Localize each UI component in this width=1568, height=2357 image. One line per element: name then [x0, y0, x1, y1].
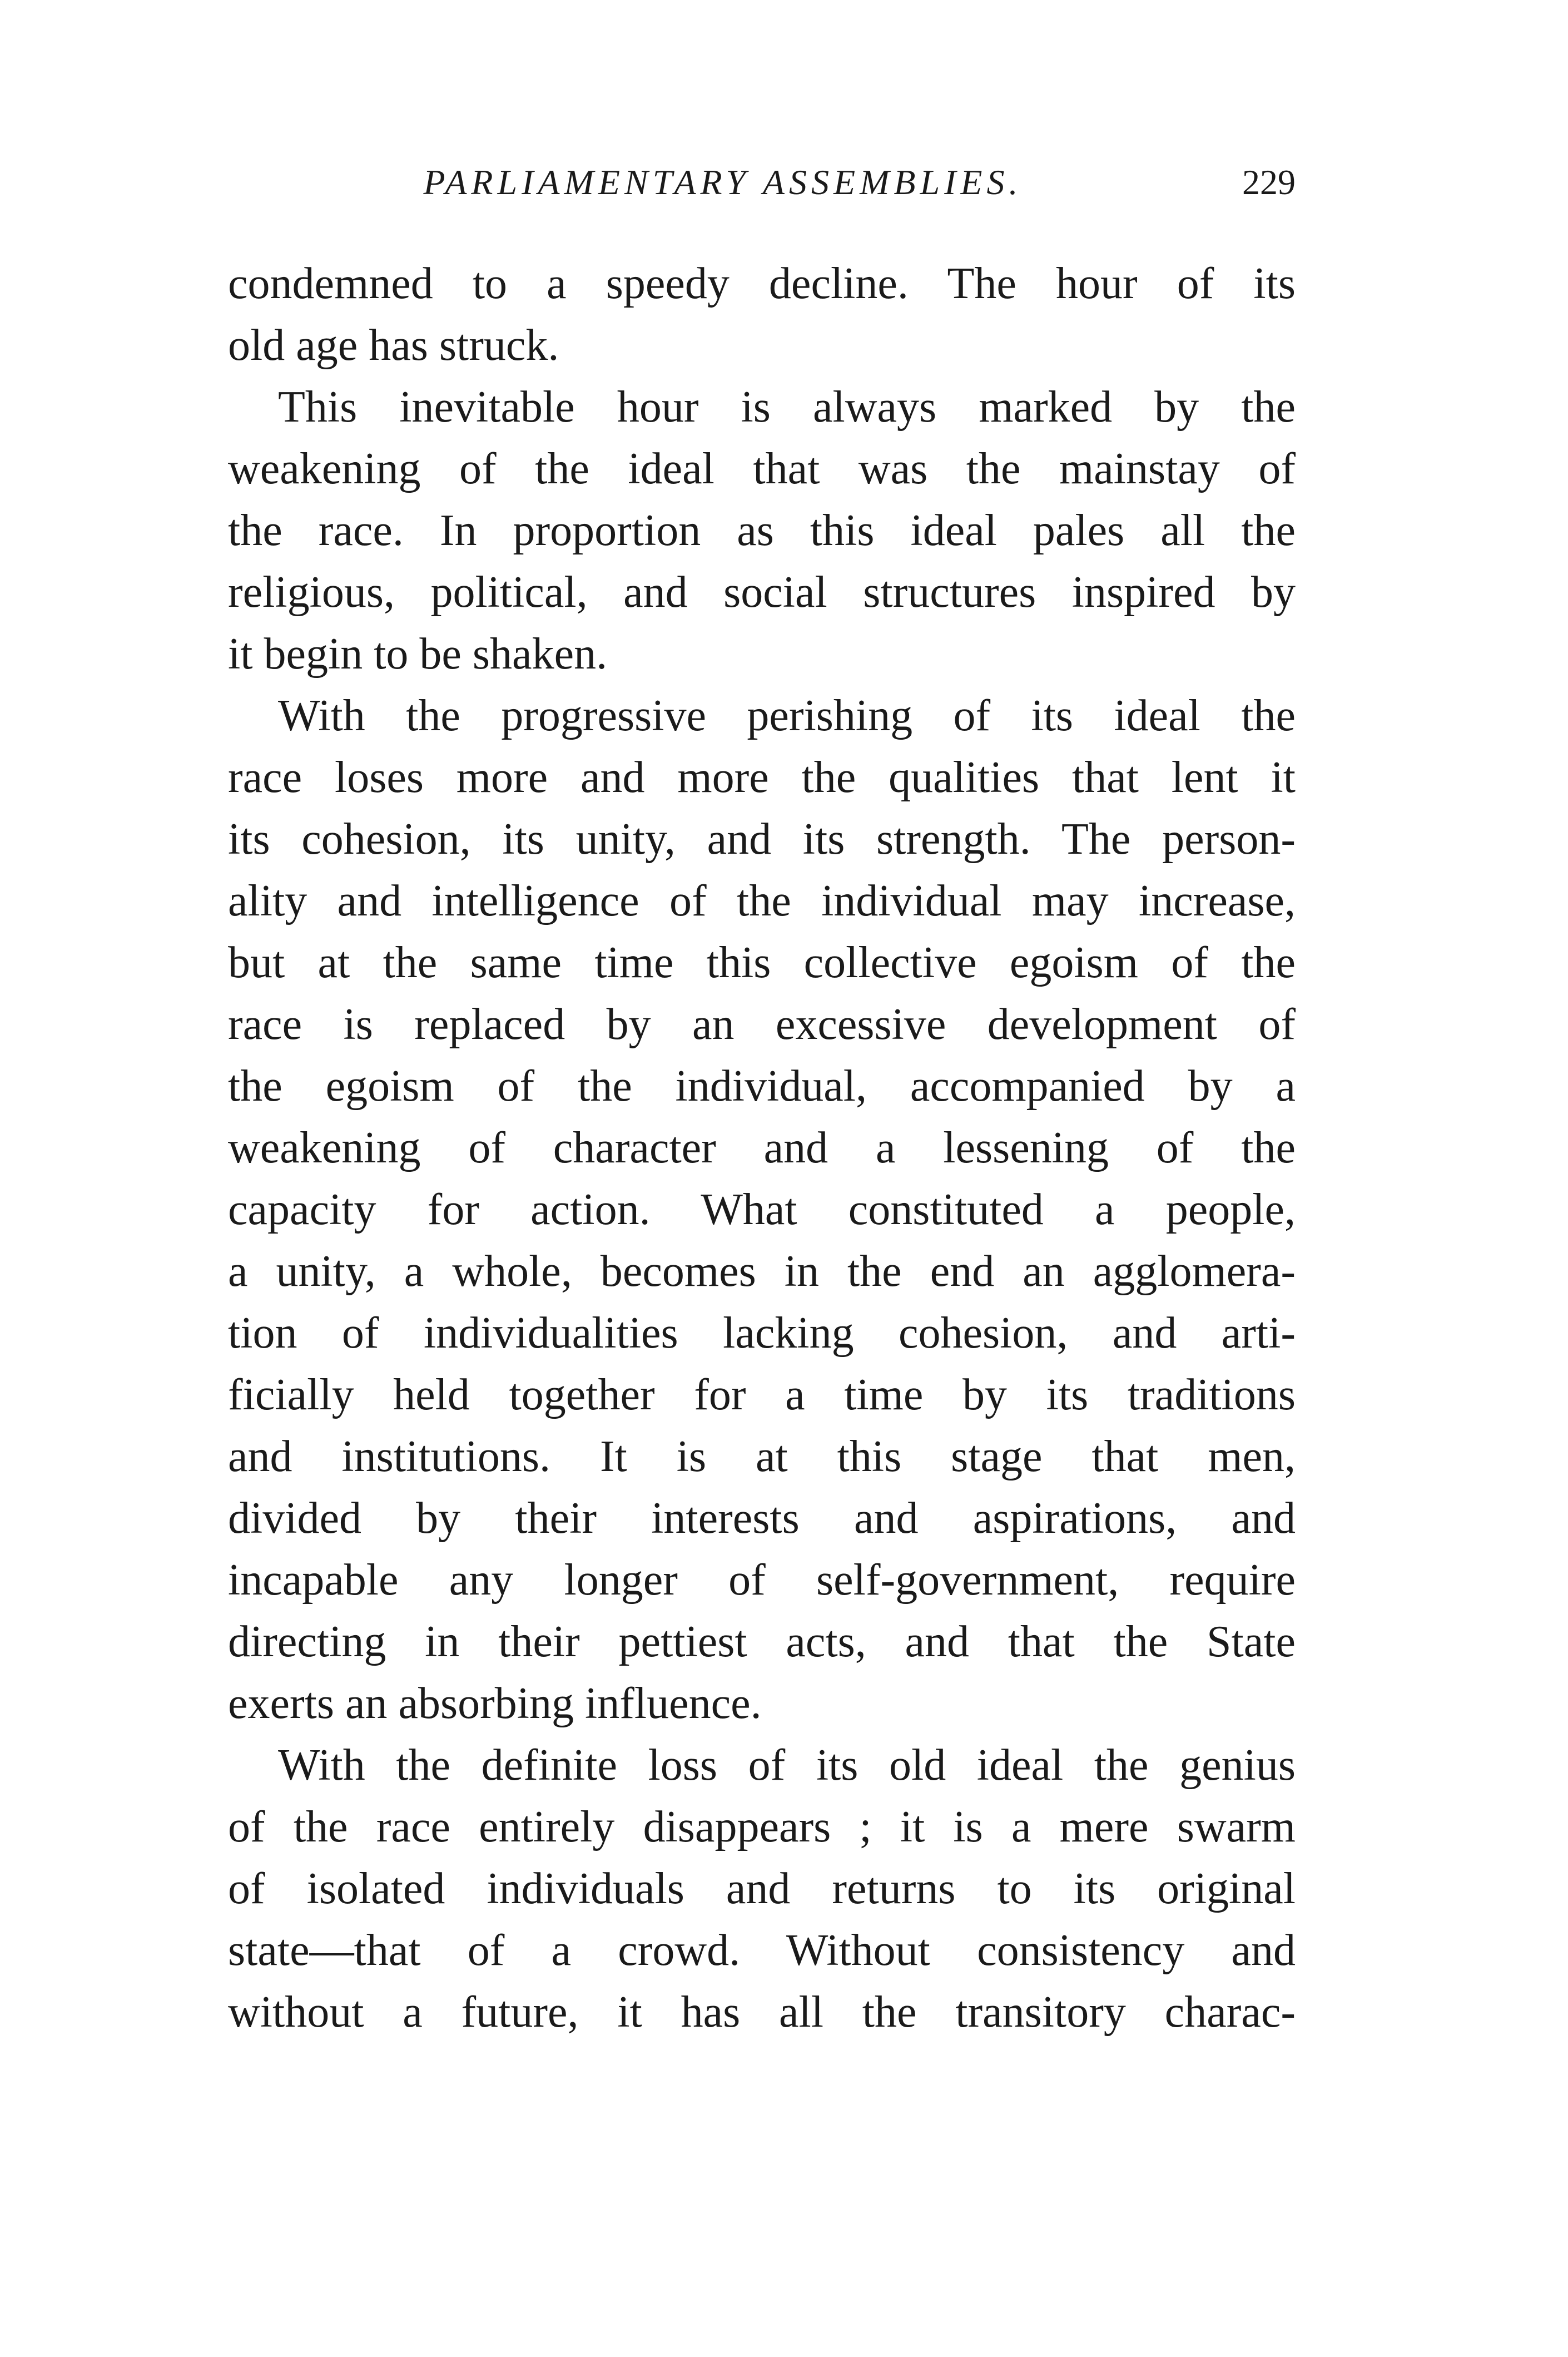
text-line: weakening of character and a lessening of the: [228, 1123, 1296, 1172]
text-line: tion of individualities lacking cohesion, and arti-: [228, 1309, 1296, 1358]
running-head: [228, 155, 1296, 210]
text-line: a unity, a whole, becomes in the end an agglomera-: [228, 1247, 1296, 1296]
text-line: With the definite loss of its old ideal the genius: [278, 1741, 1296, 1790]
text-line: the egoism of the individual, accompanied by a: [228, 1062, 1296, 1111]
page-number: 229: [1242, 162, 1296, 202]
text-line: incapable any longer of self-government, require: [228, 1556, 1296, 1605]
text-line: of the race entirely disappears ; it is a mere swarm: [228, 1803, 1296, 1851]
text-line: its cohesion, its unity, and its strength. The person-: [228, 815, 1296, 864]
text-line: but at the same time this collective egoism of the: [228, 938, 1296, 987]
text-line: ficially held together for a time by its traditions: [228, 1370, 1296, 1419]
text-line: old age has struck.: [228, 321, 559, 370]
text-line: capacity for action. What constituted a people,: [228, 1185, 1296, 1234]
running-title: PARLIAMENTARY ASSEMBLIES.: [423, 162, 1023, 202]
text-line: race loses more and more the qualities that lent it: [228, 753, 1296, 802]
text-line: the race. In proportion as this ideal pales all the: [228, 506, 1296, 555]
text-line: exerts an absorbing influence.: [228, 1679, 762, 1728]
text-line: weakening of the ideal that was the mainstay of: [228, 444, 1296, 493]
text-line: divided by their interests and aspirations, and: [228, 1494, 1296, 1543]
text-line: This inevitable hour is always marked by the: [278, 383, 1296, 432]
text-line: ality and intelligence of the individual may increase,: [228, 877, 1296, 925]
text-line: state—that of a crowd. Without consistency and: [228, 1926, 1296, 1975]
text-line: race is replaced by an excessive development of: [228, 1000, 1296, 1049]
body-text: [228, 253, 1296, 2043]
text-line: without a future, it has all the transitory charac-: [228, 1988, 1296, 2037]
text-line: religious, political, and social structures inspired by: [228, 568, 1296, 617]
text-line: condemned to a speedy decline. The hour of its: [228, 259, 1296, 308]
text-line: and institutions. It is at this stage that men,: [228, 1432, 1296, 1481]
text-line: With the progressive perishing of its ideal the: [278, 691, 1296, 740]
text-line: it begin to be shaken.: [228, 630, 608, 679]
text-line: directing in their pettiest acts, and that the State: [228, 1617, 1296, 1666]
text-line: of isolated individuals and returns to its original: [228, 1864, 1296, 1913]
